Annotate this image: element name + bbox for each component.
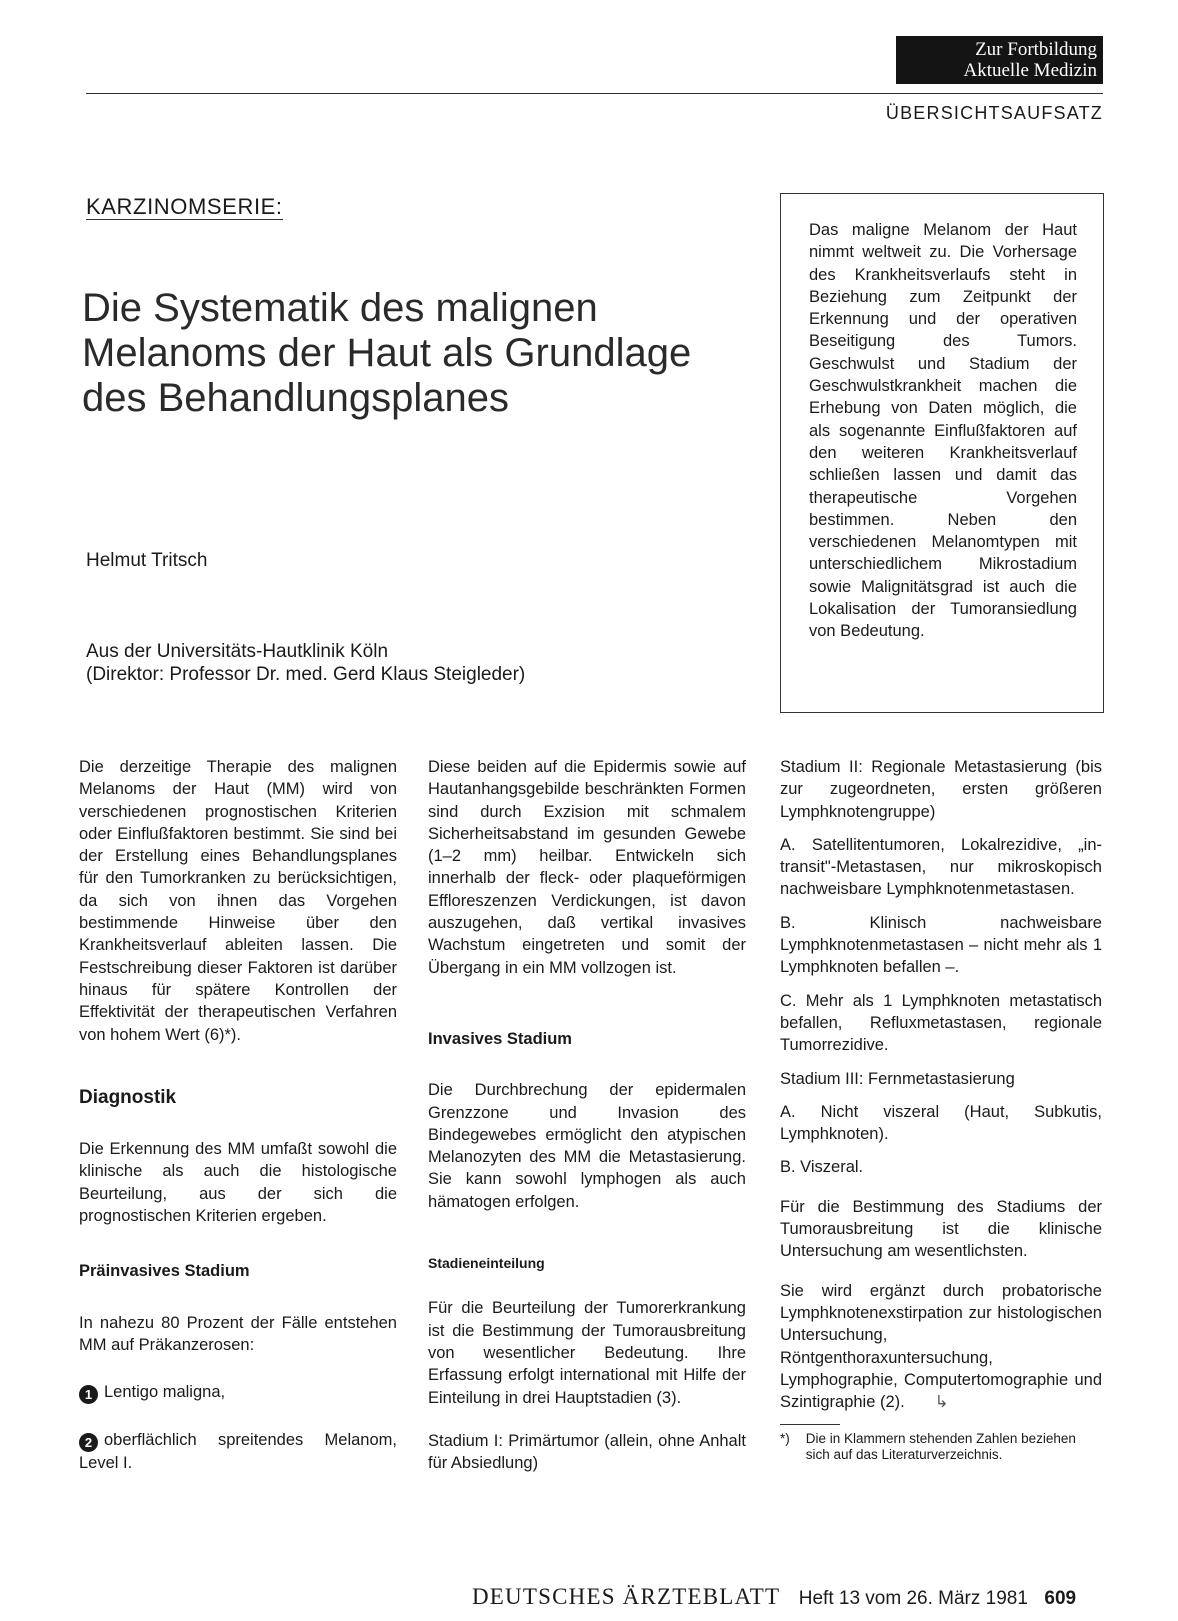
number-1-icon: 1 [79,1385,98,1404]
affiliation-line-2: (Direktor: Professor Dr. med. Gerd Klaus Steigleder) [86,664,526,685]
continue-arrow-icon: ↳ [934,1393,949,1412]
footnote-rule [780,1424,840,1425]
stadium-2a: A. Satellitentumoren, Lokalrezidive, „in-transit"-Metastasen, nur mikroskopisch nachweisbare Lymphknotenmetastasen. [780,835,1102,899]
column-1 [79,756,397,1486]
exzision-paragraph: Diese beiden auf die Epidermis sowie auf Hautanhangsgebilde beschränkten Formen sind durch Exzision mit schmalem Sicherheitsabstand im gesunden Gewebe (1–2 mm) heilbar. Entwickeln sich innerhalb der fleck- oder plaqueförmigen Effloreszenzen Verdickungen, ist davon auszugehen, daß vertikal invasives Wachstum eingetreten und somit der Übergang in ein MM vollzogen ist. [428,758,746,977]
stadium-3: Stadium III: Fernmetastasierung [780,1069,1015,1088]
series-text: KARZINOMSERIE: [86,194,283,219]
article-title: Die Systematik des malignen Melanoms der Haut als Grundlage des Behandlungsplanes [82,286,692,420]
affiliation-line-1: Aus der Universitäts-Hautklinik Köln [86,641,389,662]
affiliation [86,640,525,686]
badge-line-1: Zur Fortbildung [975,39,1097,60]
column-3 [780,756,1102,1463]
stadium-3b: B. Viszeral. [780,1158,864,1177]
series-label [86,194,283,220]
article-category: ÜBERSICHTSAUFSATZ [885,103,1103,123]
footnote-mark: *) [780,1431,790,1447]
issue-info: Heft 13 vom 26. März 1981 [798,1588,1028,1609]
footnote [780,1431,1102,1463]
abstract-box [780,193,1104,713]
ergaenzt-text: Sie wird ergänzt durch probatorische Lymphknotenexstirpation zur histologischen Untersuchung, Röntgenthoraxuntersuchung, Lymphographie, Computertomographie und Szintigraphie (2). [780,1281,1102,1412]
stadium-2b: B. Klinisch nachweisbare Lymphknotenmetastasen – nicht mehr als 1 Lymphknoten befallen –. [780,913,1102,977]
stadium-1: Stadium I: Primärtumor (allein, ohne Anhalt für Absiedlung) [428,1431,746,1473]
list-item [79,1381,397,1404]
stadium-2: Stadium II: Regionale Metastasierung (bis zur zugeordneten, ersten größeren Lymphknotengruppe) [780,758,1102,821]
list-item-text: oberflächlich spreitendes Melanom, Level I. [79,1431,397,1473]
number-2-icon: 2 [79,1433,98,1452]
heading-invasiv: Invasives Stadium [428,1029,572,1048]
section-badge [896,36,1103,84]
list-item-text: Lentigo maligna, [104,1383,226,1402]
heading-stadieneinteilung: Stadieneinteilung [428,1255,545,1272]
abstract-text: Das maligne Melanom der Haut nimmt weltweit zu. Die Vorhersage des Krankheitsverlaufs steht in Beziehung zum Zeitpunkt der Erkennung und der operativen Beseitigung des Tumors. Geschwulst und Stadium der Geschwulstkrankheit machen die Erhebung von Daten möglich, die als sogenannte Einflußfaktoren auf den weiteren Krankheitsverlauf schließen lassen und damit das therapeutische Vorgehen bestimmen. Neben den verschiedenen Melanomtypen mit unterschiedlichem Mikrostadium sowie Malignitätsgrad ist auch die Lokalisation der Tumoransiedlung von Bedeutung. [809,221,1077,641]
stadium-3a: A. Nicht viszeral (Haut, Subkutis, Lymphknoten). [780,1102,1102,1144]
stadien-paragraph: Für die Beurteilung der Tumorerkrankung ist die Bestimmung der Tumorausbreitung von wesentlicher Bedeutung. Ihre Erfassung erfolgt international mit Hilfe der Einteilung in drei Hauptstadien (3). [428,1299,746,1407]
column-2 [428,756,746,1485]
ergaenzt-paragraph [780,1280,1102,1414]
bestimmung-paragraph: Für die Bestimmung des Stadiums der Tumorausbreitung ist die klinische Untersuchung am wesentlichsten. [780,1197,1102,1261]
author-name: Helmut Tritsch [86,550,208,571]
journal-name: DEUTSCHES ÄRZTEBLATT [472,1584,781,1609]
diagnostik-paragraph: Die Erkennung des MM umfaßt sowohl die klinische als auch die histologische Beurteilung, aus der sich die prognostischen Kriterien ergeben. [79,1140,397,1226]
heading-praeinvasiv: Präinvasives Stadium [79,1262,250,1281]
intro-paragraph: Die derzeitige Therapie des malignen Melanoms der Haut (MM) wird von verschiedenen prognostischen Kriterien oder Einflußfaktoren bestimmt. Sie sind bei der Erstellung eines Behandlungsplanes für den Tumorkranken zu berücksichtigen, da sich von ihnen das Vorgehen bestimmende Hinweise über den Krankheitsverlauf ableiten lassen. Die Festschreibung dieser Faktoren ist darüber hinaus für spätere Kontrollen der Effektivität der therapeutischen Verfahren von hohem Wert (6)*). [79,758,397,1044]
praeinvasiv-paragraph: In nahezu 80 Prozent der Fälle entstehen MM auf Präkanzerosen: [79,1313,397,1354]
invasiv-paragraph: Die Durchbrechung der epidermalen Grenzzone und Invasion des Bindegewebes ermöglicht den atypischen Melanozyten des MM die Metastasierung. Sie kann sowohl lymphogen als auch hämatogen erfolgen. [428,1081,746,1211]
footnote-text: Die in Klammern stehenden Zahlen beziehen sich auf das Literaturverzeichnis. [805,1431,1076,1463]
stadium-2c: C. Mehr als 1 Lymphknoten metastatisch befallen, Refluxmetastasen, regionale Tumorrezidive. [780,991,1102,1055]
badge-line-2: Aktuelle Medizin [963,60,1097,81]
page-number: 609 [1044,1588,1077,1609]
page-footer [472,1584,1076,1610]
header-rule [86,93,1103,94]
heading-diagnostik: Diagnostik [79,1086,177,1108]
list-item [79,1429,397,1474]
